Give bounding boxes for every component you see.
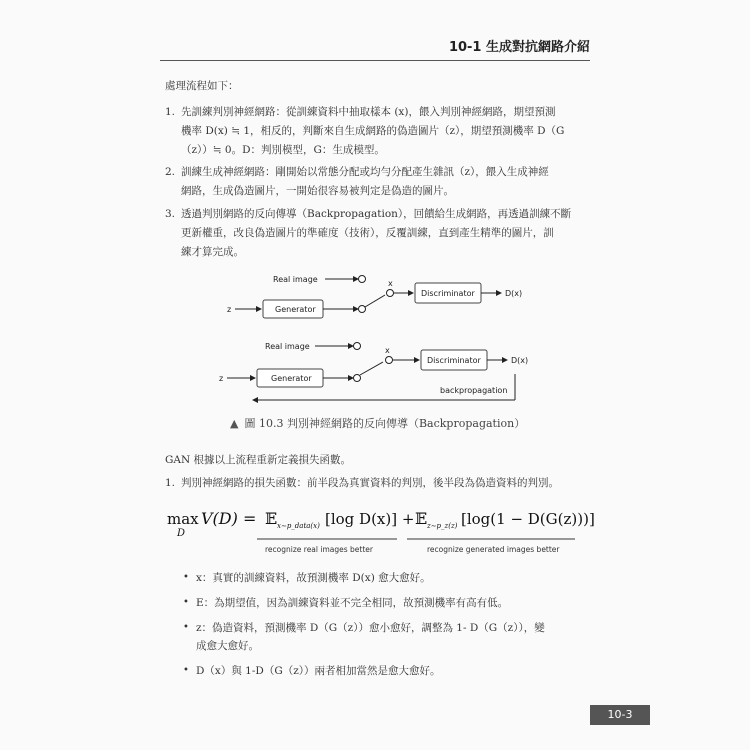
formula-e1-sub: x∼p_data(x): [277, 522, 320, 530]
bullet-text: x：真實的訓練資料，故預測機率 D(x) 愈大愈好。: [196, 572, 431, 584]
backpropagation-label: backpropagation: [440, 386, 508, 395]
step-line: （z））≒ 0。D：判別模型，G：生成模型。: [181, 144, 385, 156]
node-circle: [354, 375, 361, 382]
discriminator-label: Discriminator: [427, 356, 481, 365]
gan-diagram: [215, 268, 555, 410]
generator-label: Generator: [275, 305, 316, 314]
caption-text: 圖 10.3 判別神經網路的反向傳導（Backpropagation）: [244, 417, 526, 430]
switch-line: [365, 295, 385, 307]
loss-text: 判別神經網路的損失函數：前半段為真實資料的判別，後半段為偽造資料的判別。: [181, 477, 559, 489]
step-line: 先訓練判別神經網路：從訓練資料中抽取樣本 (x)，餵入判別神經網路，期望預測: [181, 106, 556, 118]
formula-e2: 𝔼: [415, 509, 428, 528]
z-label: z: [219, 374, 224, 383]
bullet-dot: •: [183, 665, 189, 676]
bullet-dot: •: [183, 622, 189, 633]
figure-caption: [230, 415, 525, 431]
dx-label: D(x): [511, 356, 529, 365]
bullet-text: E：為期望值，因為訓練資料並不完全相同，故預測機率有高有低。: [196, 597, 509, 609]
loss-formula: [165, 502, 595, 562]
step-line: 練才算完成。: [181, 246, 244, 258]
label-real: recognize real images better: [265, 545, 373, 554]
bullet-text: 成愈大愈好。: [196, 640, 259, 652]
switch-line: [360, 362, 383, 375]
real-image-label: Real image: [265, 342, 310, 351]
x-label: x: [385, 346, 390, 355]
triangle-icon: ▲: [230, 417, 239, 430]
intro-text: 處理流程如下：: [165, 80, 239, 92]
generator-label: Generator: [271, 374, 312, 383]
step-line: 透過判別網路的反向傳導（Backpropagation），回饋給生成網路，再透過訓練不斷: [181, 208, 572, 220]
formula-log2: [log(1 − D(G(z)))]: [461, 510, 595, 528]
node-circle: [359, 276, 366, 283]
formula-v: V(D) =: [201, 509, 257, 528]
step-line: 更新權重，改良偽造圖片的準確度（技術），反覆訓練，直到產生精準的圖片，訓: [181, 227, 554, 239]
chapter-header: 10-1 生成對抗網路介紹: [448, 40, 590, 55]
bullet-dot: •: [183, 597, 189, 608]
node-circle: [387, 290, 394, 297]
step-number: 1.: [165, 106, 176, 118]
formula-d-sub: D: [177, 528, 186, 539]
real-image-label: Real image: [273, 275, 318, 284]
formula-e2-sub: z∼p_z(z): [427, 522, 458, 530]
z-label: z: [227, 305, 232, 314]
node-circle: [359, 306, 366, 313]
step-line: 機率 D(x) ≒ 1，相反的，判斷來自生成網路的偽造圖片（z），期望預測機率 D（G: [181, 125, 565, 137]
loss-number: 1.: [165, 477, 176, 489]
node-circle: [354, 343, 361, 350]
bullet-dot: •: [183, 572, 189, 583]
dx-label: D(x): [505, 289, 523, 298]
header-divider: [160, 60, 590, 61]
step-line: 訓練生成神經網路：剛開始以常態分配或均勻分配產生雜訊（z），餵入生成神經: [181, 166, 549, 178]
step-number: 2.: [165, 166, 176, 178]
discriminator-label: Discriminator: [421, 289, 475, 298]
node-circle: [386, 357, 393, 364]
formula-max: max: [167, 510, 199, 528]
x-label: x: [388, 279, 393, 288]
bullet-text: z：偽造資料，預測機率 D（G（z））愈小愈好，調整為 1- D（G（z）），變: [196, 622, 545, 634]
formula-e1: 𝔼: [265, 509, 278, 528]
bullet-text: D（x）與 1-D（G（z））兩者相加當然是愈大愈好。: [196, 665, 441, 677]
label-generated: recognize generated images better: [427, 545, 560, 554]
step-line: 網路，生成偽造圖片，一開始很容易被判定是偽造的圖片。: [181, 185, 454, 197]
step-number: 3.: [165, 208, 176, 220]
formula-log1: [log D(x)] +: [325, 510, 415, 528]
page-number: 10-3: [590, 705, 650, 725]
section-intro: GAN 根據以上流程重新定義損失函數。: [165, 454, 351, 466]
